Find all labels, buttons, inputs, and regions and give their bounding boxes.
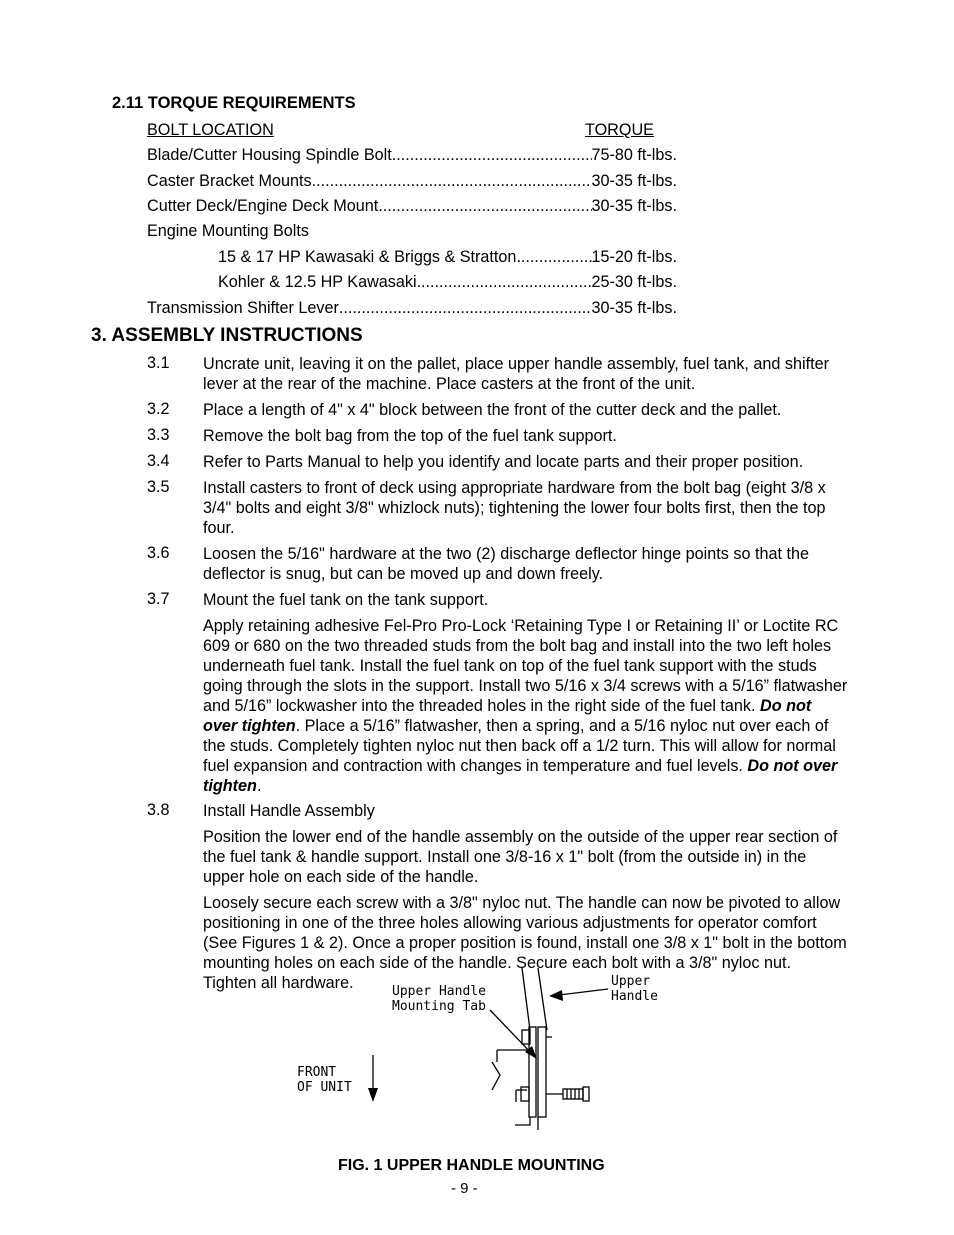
- torque-heading: 2.11 TORQUE REQUIREMENTS: [112, 94, 356, 112]
- handle-paragraph-1: Position the lower end of the handle assembly on the outside of the upper rear section of the fuel tank & handle support. Install one 3/8-16 x 1" bolt (from the outside in) in the upper hole on each side of the handle.: [203, 828, 838, 886]
- step-number: 3.7: [147, 590, 170, 608]
- warning-text: Do not over tighten: [203, 757, 838, 795]
- torque-row: Transmission Shifter Lever ..... 30-35 ft-lbs.: [147, 297, 677, 319]
- step-number: 3.4: [147, 452, 170, 470]
- step-number: 3.1: [147, 354, 170, 372]
- warning-text: Do not over tighten: [203, 697, 812, 735]
- figure-caption: FIG. 1 UPPER HANDLE MOUNTING: [338, 1157, 605, 1174]
- torque-subheading: Engine Mounting Bolts: [147, 222, 309, 240]
- figure-label-tab-line2: Mounting Tab: [392, 999, 486, 1014]
- torque-row: Blade/Cutter Housing Spindle Bolt ..... 75-80 ft-lbs.: [147, 144, 677, 166]
- step-number: 3.8: [147, 801, 170, 819]
- fuel-tank-paragraph: Apply retaining adhesive Fel-Pro Pro-Lock ‘Retaining Type I or Retaining II’ or Loctite RC 609 or 680 on the two threaded studs from the bolt bag and install into the two left holes underneath fuel tank. Install the fuel tank on top of the fuel tank support with the studs going through the slots in the support. Install two 5/16 x 3/4 screws with a 5/16” flatwasher and 5/16” lockwasher into the threaded holes in the right side of the fuel tank. Do not over tighten. Place a 5/16” flatwasher, then a spring, and a 5/16 nyloc nut over each of the studs. Completely tighten nyloc nut then back off a 1/2 turn. This will allow for normal fuel expansion and contraction with changes in temperature and fuel levels. Do not over tighten.: [203, 617, 848, 795]
- step-text: Uncrate unit, leaving it on the pallet, place upper handle assembly, fuel tank, and shifter lever at the rear of the machine. Place casters at the front of the unit.: [203, 355, 829, 393]
- figure-label-front-line2: OF UNIT: [297, 1080, 352, 1095]
- figure-label-front-line1: FRONT: [297, 1065, 337, 1080]
- step-text: Install casters to front of deck using appropriate hardware from the bolt bag (eight 3/8 x 3/4" bolts and eight 3/8" whizlock nuts); tightening the lower four bolts first, then the top four.: [203, 479, 826, 537]
- figure-label-tab-line1: Upper Handle: [392, 984, 486, 999]
- torque-row: Caster Bracket Mounts ..... 30-35 ft-lbs.: [147, 170, 677, 192]
- step-number: 3.5: [147, 478, 170, 496]
- step-text: Place a length of 4" x 4" block between the front of the cutter deck and the pallet.: [203, 401, 782, 419]
- step-text: Loosen the 5/16" hardware at the two (2) discharge deflector hinge points so that the deflector is snug, but can be moved up and down freely.: [203, 545, 809, 583]
- step-text: Mount the fuel tank on the tank support.: [203, 591, 489, 609]
- step-number: 3.6: [147, 544, 170, 562]
- step-number: 3.2: [147, 400, 170, 418]
- step-text: Install Handle Assembly: [203, 802, 375, 820]
- step-text: Refer to Parts Manual to help you identify and locate parts and their proper position.: [203, 453, 804, 471]
- handle-paragraph-2: Loosely secure each screw with a 3/8" nyloc nut. The handle can now be pivoted to allow positioning in one of the three holes allowing various adjustments for operator comfort (See Figures 1 & 2). Once a proper position is found, install one 3/8 x 1" bolt in the bottom mounting holes on each side of the handle. Secure each bolt with a 3/8" nyloc nut. Tighten all hardware.: [203, 894, 847, 992]
- figure-label-handle-line1: Upper: [611, 974, 651, 989]
- col-bolt-location: BOLT LOCATION: [147, 121, 274, 139]
- assembly-heading: 3. ASSEMBLY INSTRUCTIONS: [91, 325, 363, 346]
- step-number: 3.3: [147, 426, 170, 444]
- step-text: Remove the bolt bag from the top of the fuel tank support.: [203, 427, 617, 445]
- torque-row: 15 & 17 HP Kawasaki & Briggs & Stratton ..... 15-20 ft-lbs.: [218, 246, 677, 268]
- torque-row: Kohler & 12.5 HP Kawasaki ..... 25-30 ft-lbs.: [218, 271, 677, 293]
- figure-label-handle-line2: Handle: [611, 989, 658, 1004]
- torque-row: Cutter Deck/Engine Deck Mount ..... 30-35 ft-lbs.: [147, 195, 677, 217]
- page-number: - 9 -: [451, 1180, 478, 1197]
- col-torque: TORQUE: [585, 121, 654, 139]
